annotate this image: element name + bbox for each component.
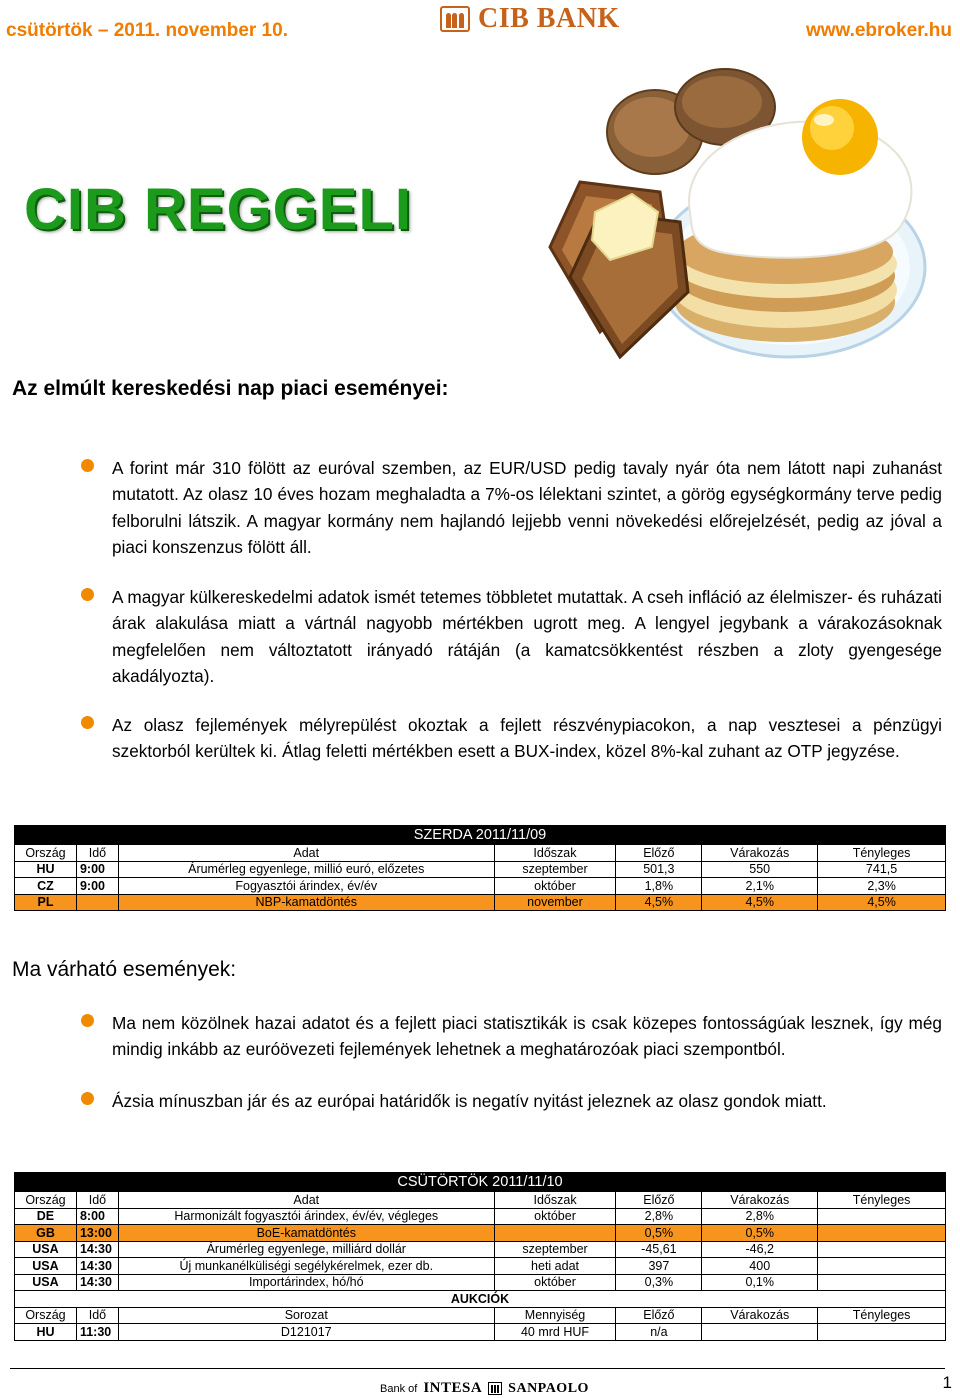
col-header: Várakozás <box>702 1307 818 1324</box>
bank-of-label: Bank of <box>380 1382 418 1395</box>
cell-expected: 550 <box>702 861 818 878</box>
table-title: CSÜTÖRTÖK 2011/11/10 <box>15 1173 946 1192</box>
cell-actual <box>818 1324 946 1341</box>
cell-country: CZ <box>15 878 77 895</box>
cell-country: USA <box>15 1258 77 1275</box>
cell-previous: 501,3 <box>616 861 702 878</box>
auction-header-row <box>15 1307 946 1324</box>
bullet-item: A forint már 310 fölött az euróval szemben, az EUR/USD pedig tavaly nyár óta nem látott napi zuhanást mutatott. Az olasz 10 éves hozam meghaladta a 7%-os lélektani szintet, a görög egységkormány terve pedig felborulni látszik. A magyar kormány nem hajlandó lejjebb venni növekedési előrejelzését, pedig az jóval a piaci konszenzus fölött áll. <box>112 455 942 560</box>
col-header: Várakozás <box>702 845 818 862</box>
cell-expected: 2,1% <box>702 878 818 895</box>
cell-time: 14:30 <box>76 1241 118 1258</box>
table-row <box>15 1241 946 1258</box>
cell-time: 14:30 <box>76 1258 118 1275</box>
col-header: Tényleges <box>818 845 946 862</box>
col-header: Előző <box>616 1192 702 1209</box>
cell-period: szeptember <box>494 861 616 878</box>
cell-previous: 1,8% <box>616 878 702 895</box>
col-header: Időszak <box>494 845 616 862</box>
cell-previous: n/a <box>616 1324 702 1341</box>
col-header: Ország <box>15 1307 77 1324</box>
cell-previous: -45,61 <box>616 1241 702 1258</box>
cell-previous: 0,5% <box>616 1225 702 1242</box>
table-row <box>15 1274 946 1291</box>
header-date: csütörtök – 2011. november 10. <box>6 20 288 41</box>
cell-country: GB <box>15 1225 77 1242</box>
cell-country: HU <box>15 861 77 878</box>
cell-time: 9:00 <box>76 861 118 878</box>
col-header: Időszak <box>494 1192 616 1209</box>
bank-building-icon <box>440 6 470 32</box>
col-header: Ország <box>15 845 77 862</box>
page-title: CIB REGGELI <box>24 177 413 242</box>
wednesday-data-table <box>14 825 946 911</box>
col-header: Előző <box>616 1307 702 1324</box>
cell-period: október <box>494 1208 616 1225</box>
table-row <box>15 861 946 878</box>
cell-data: NBP-kamatdöntés <box>118 894 494 911</box>
cell-period: november <box>494 894 616 911</box>
col-header: Ország <box>15 1192 77 1209</box>
cell-country: HU <box>15 1324 77 1341</box>
cell-time: 9:00 <box>76 878 118 895</box>
cell-country: DE <box>15 1208 77 1225</box>
cell-time: 8:00 <box>76 1208 118 1225</box>
footer-divider <box>10 1368 945 1369</box>
intesa-sanpaolo-logo <box>380 1380 589 1397</box>
table-row-highlighted <box>15 894 946 911</box>
section-heading-past-events: Az elmúlt kereskedési nap piaci eseményei: <box>12 377 449 400</box>
cell-expected: -46,2 <box>702 1241 818 1258</box>
col-header: Előző <box>616 845 702 862</box>
cell-time: 14:30 <box>76 1274 118 1291</box>
cell-expected: 4,5% <box>702 894 818 911</box>
col-header: Mennyiség <box>494 1307 616 1324</box>
sanpaolo-emblem-icon <box>488 1382 502 1395</box>
cell-actual: 741,5 <box>818 861 946 878</box>
cell-actual: 2,3% <box>818 878 946 895</box>
header-url[interactable]: www.ebroker.hu <box>805 20 952 41</box>
col-header: Idő <box>76 1192 118 1209</box>
cell-data: Importárindex, hó/hó <box>118 1274 494 1291</box>
auction-title: AUKCIÓK <box>15 1291 946 1308</box>
col-header: Sorozat <box>118 1307 494 1324</box>
cell-period: heti adat <box>494 1258 616 1275</box>
cell-period: szeptember <box>494 1241 616 1258</box>
page-number: 1 <box>942 1373 952 1392</box>
cell-series: D121017 <box>118 1324 494 1341</box>
table-title: SZERDA 2011/11/09 <box>15 826 946 845</box>
breakfast-illustration <box>540 62 930 362</box>
cell-expected: 400 <box>702 1258 818 1275</box>
cell-expected <box>702 1324 818 1341</box>
cell-previous: 4,5% <box>616 894 702 911</box>
cell-time: 13:00 <box>76 1225 118 1242</box>
table-header-row <box>15 845 946 862</box>
intesa-label: INTESA <box>423 1380 483 1396</box>
col-header: Tényleges <box>818 1307 946 1324</box>
cell-time: 11:30 <box>76 1324 118 1341</box>
sanpaolo-label: SANPAOLO <box>508 1380 589 1396</box>
cell-country: USA <box>15 1274 77 1291</box>
table-header-row <box>15 1192 946 1209</box>
auction-row <box>15 1324 946 1341</box>
cell-time <box>76 894 118 911</box>
cell-data: Harmonizált fogyasztói árindex, év/év, végleges <box>118 1208 494 1225</box>
table-row <box>15 1258 946 1275</box>
cell-actual <box>818 1225 946 1242</box>
cell-amount: 40 mrd HUF <box>494 1324 616 1341</box>
cell-data: Árumérleg egyenlege, milliárd dollár <box>118 1241 494 1258</box>
cell-previous: 2,8% <box>616 1208 702 1225</box>
cell-actual <box>818 1258 946 1275</box>
cell-country: PL <box>15 894 77 911</box>
bullet-item: Az olasz fejlemények mélyrepülést okoztak a fejlett részvénypiacokon, a nap vesztesei a pénzügyi szektorból kerültek ki. Átlag feletti mértékben esett a BUX-index, közel 8%-kal zuhant az OTP jegyzése. <box>112 712 942 765</box>
cell-expected: 0,5% <box>702 1225 818 1242</box>
bullet-item: Ázsia mínuszban jár és az európai határidők is negatív nyitást jeleznek az olasz gondok miatt. <box>112 1088 942 1114</box>
table-row <box>15 878 946 895</box>
cell-actual: 4,5% <box>818 894 946 911</box>
col-header: Idő <box>76 1307 118 1324</box>
cib-bank-logo <box>440 4 620 34</box>
bullet-item: Ma nem közölnek hazai adatot és a fejlett piaci statisztikák is csak közepes fontosságúak lesznek, így még mindig inkább az euróövezeti fejlemények lehetnek a meghatározóak piaci szempontból. <box>112 1010 942 1063</box>
section-heading-expected-events: Ma várható események: <box>12 958 237 981</box>
cell-actual <box>818 1241 946 1258</box>
brand-name: CIB BANK <box>478 3 620 34</box>
cell-period: október <box>494 878 616 895</box>
cell-period <box>494 1225 616 1242</box>
col-header: Várakozás <box>702 1192 818 1209</box>
cell-actual <box>818 1208 946 1225</box>
thursday-data-table <box>14 1172 946 1341</box>
table-row-highlighted <box>15 1225 946 1242</box>
table-row <box>15 1208 946 1225</box>
cell-expected: 0,1% <box>702 1274 818 1291</box>
cell-actual <box>818 1274 946 1291</box>
auction-title-row <box>15 1291 946 1308</box>
cell-data: Árumérleg egyenlege, millió euró, előzetes <box>118 861 494 878</box>
cell-previous: 0,3% <box>616 1274 702 1291</box>
cell-data: Fogyasztói árindex, év/év <box>118 878 494 895</box>
cell-data: Új munkanélküliségi segélykérelmek, ezer db. <box>118 1258 494 1275</box>
cell-data: BoE-kamatdöntés <box>118 1225 494 1242</box>
col-header: Tényleges <box>818 1192 946 1209</box>
cell-expected: 2,8% <box>702 1208 818 1225</box>
col-header: Adat <box>118 1192 494 1209</box>
bullet-item: A magyar külkereskedelmi adatok ismét tetemes többletet mutattak. A cseh infláció az élelmiszer- és ruházati árak alakulása miatt a vártnál nagyobb mértékben ugrott meg. A lengyel jegybank a várakozásoknak megfelelően nem változtatott irányadó rátáján (a kamatcsökkentést részben a zloty gyengesége akadályozta). <box>112 584 942 689</box>
cell-previous: 397 <box>616 1258 702 1275</box>
col-header: Idő <box>76 845 118 862</box>
cell-period: október <box>494 1274 616 1291</box>
cell-country: USA <box>15 1241 77 1258</box>
col-header: Adat <box>118 845 494 862</box>
